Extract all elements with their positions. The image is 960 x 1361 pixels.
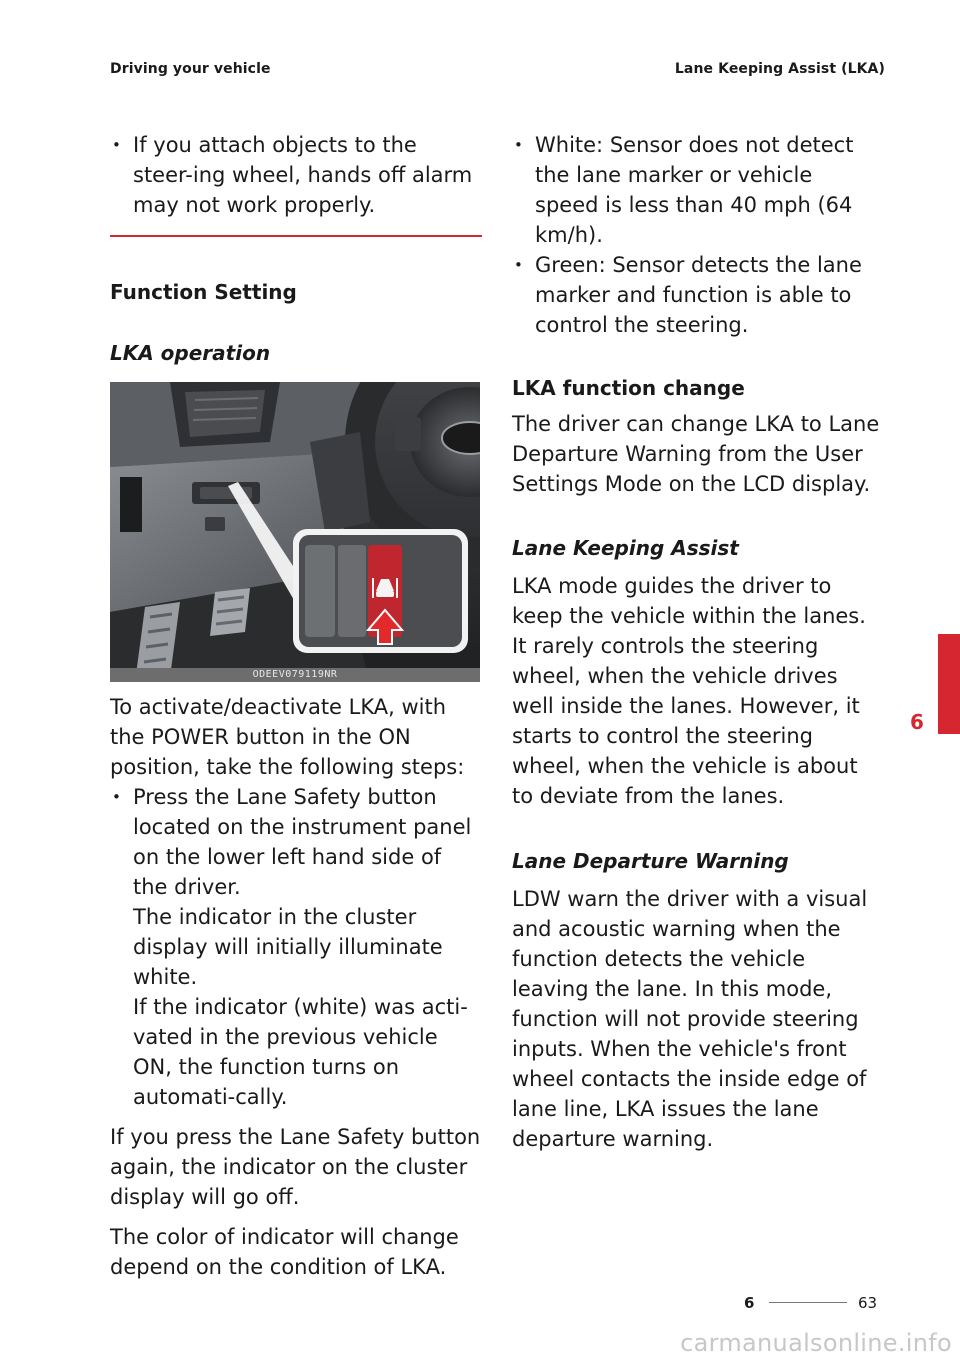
chapter-tab (938, 634, 960, 734)
lka-heading: Lane Keeping Assist (512, 536, 739, 560)
running-header-section: Lane Keeping Assist (LKA) (674, 61, 885, 77)
dashboard-illustration (110, 382, 480, 682)
step-line-1: • Press the Lane Safety button located on the instrument panel on the lower left hand side of the driver. (133, 785, 472, 899)
running-header-chapter: Driving your vehicle (110, 61, 271, 77)
function-change-text: The driver can change LKA to Lane Departure Warning from the User Settings Mode on the LCD display. (512, 412, 880, 496)
section-divider (110, 235, 482, 237)
lane-safety-button-figure (110, 382, 480, 682)
page-number: 63 (858, 1294, 878, 1312)
footer-chapter: 6 (744, 1294, 755, 1312)
activation-intro: To activate/deactivate LKA, with the POWER button in the ON position, take the following steps: (110, 695, 465, 779)
figure-caption: ODEEV079119NR (110, 668, 480, 682)
intro-bullet: • If you attach objects to the steer-ing wheel, hands off alarm may not work properly. (110, 130, 482, 220)
step-line-3: If the indicator (white) was acti-vated in the previous vehicle ON, the function turns on automati-cally. (133, 995, 468, 1109)
press-again-paragraph: If you press the Lane Safety button again, the indicator on the cluster display will go off. (110, 1125, 481, 1209)
section-heading: Function Setting (110, 280, 297, 304)
color-change-paragraph: The color of indicator will change depend on the condition of LKA. (110, 1225, 459, 1279)
subsection-heading: LKA operation (110, 341, 271, 365)
step-bullet (110, 782, 482, 1112)
footer-divider (769, 1302, 847, 1303)
right-column (512, 130, 882, 1154)
function-change-heading: LKA function change (512, 376, 745, 400)
step-line-2: The indicator in the cluster display will initially illuminate white. (133, 905, 443, 989)
ldw-heading: Lane Departure Warning (512, 849, 789, 873)
green-indicator-bullet: • Green: Sensor detects the lane marker and function is able to control the steering. (512, 250, 882, 340)
ldw-text: LDW warn the driver with a visual and acoustic warning when the function detects the vehicle leaving the lane. In this mode, function will not provide steering inputs. When the vehicle's front wheel contacts the inside edge of lane line, LKA issues the lane departure warning. (512, 887, 868, 1151)
white-indicator-bullet: • White: Sensor does not detect the lane marker or vehicle speed is less than 40 mph (64 km/h). (512, 130, 882, 250)
watermark: carmanualsonline.info (680, 1329, 952, 1357)
lka-text: LKA mode guides the driver to keep the vehicle within the lanes. It rarely controls the steering wheel, when the vehicle drives well inside the lanes. However, it starts to control the steering wheel, when the vehicle is about to deviate from the lanes. (512, 574, 866, 808)
chapter-number: 6 (910, 710, 924, 734)
left-column (110, 130, 482, 1282)
